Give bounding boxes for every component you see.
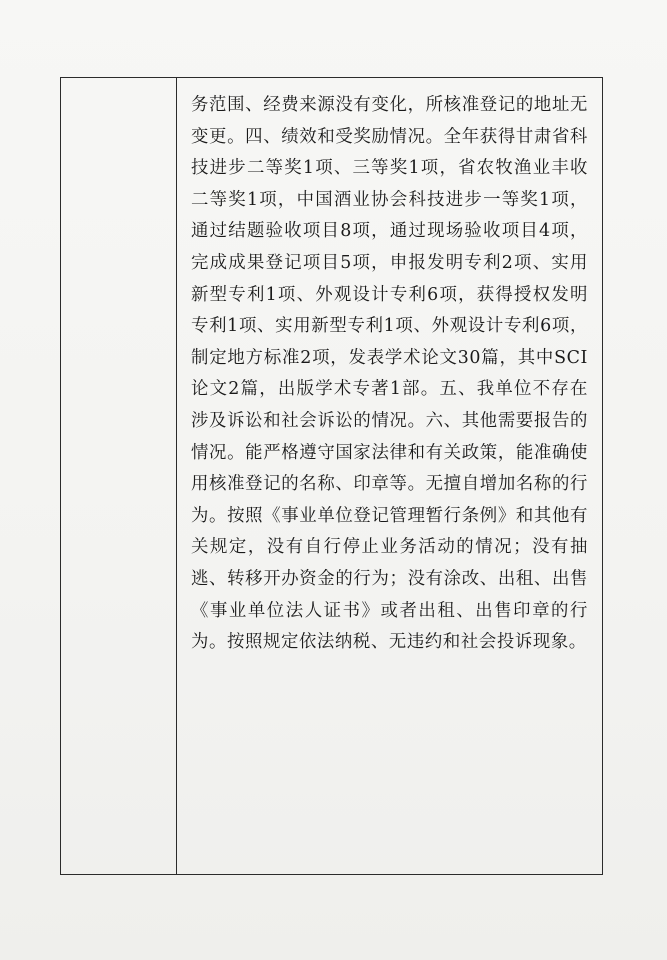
table-label-cell <box>61 78 177 874</box>
report-body-text: 务范围、经费来源没有变化，所核准登记的地址无变更。四、绩效和受奖励情况。全年获得甘肃省科技进步二等奖1项、三等奖1项，省农牧渔业丰收二等奖1项，中国酒业协会科技进步一等奖1项，通过结题验收项目8项，通过现场验收项目4项，完成成果登记项目5项，申报发明专利2项、实用新型专利1项、外观设计专利6项，获得授权发明专利1项、实用新型专利1项、外观设计专利6项，制定地方标准2项，发表学术论文30篇，其中SCI论文2篇，出版学术专著1部。五、我单位不存在涉及诉讼和社会诉讼的情况。六、其他需要报告的情况。能严格遵守国家法律和有关政策，能准确使用核准登记的名称、印章等。无擅自增加名称的行为。按照《事业单位登记管理暂行条例》和其他有关规定，没有自行停止业务活动的情况；没有抽逃、转移开办资金的行为；没有涂改、出租、出售《事业单位法人证书》或者出租、出售印章的行为。按照规定依法纳税、无违约和社会投诉现象。 <box>191 95 588 653</box>
table-content-cell <box>177 78 602 874</box>
report-table <box>60 77 603 875</box>
